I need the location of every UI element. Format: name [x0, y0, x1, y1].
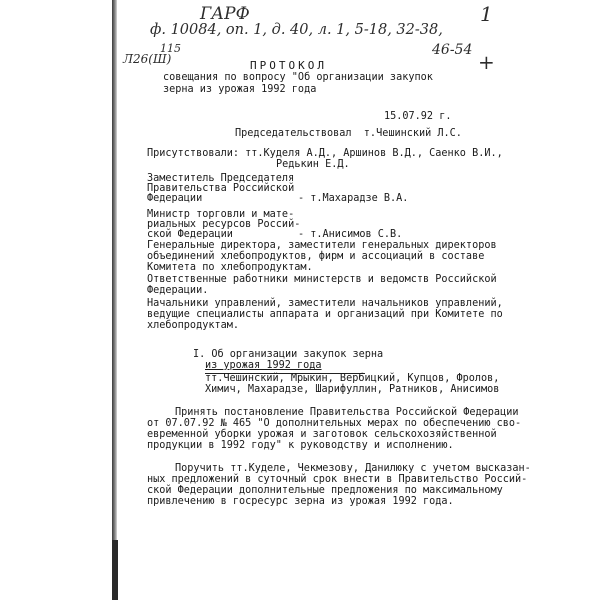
- attendees-directors-line3: Комитета по хлебопродуктам.: [147, 262, 313, 273]
- attendees-heads-line2: ведущие специалисты аппарата и организаций при Комитете по: [147, 309, 503, 320]
- official2-title-line2: риальных ресурсов Россий-: [147, 219, 301, 230]
- official2-title-line3: ской Федерации: [147, 229, 233, 240]
- decision2-line2: ных предложений в суточный срок внести в Правительство Россий-: [147, 474, 528, 485]
- decision1-line3: евременной уборки урожая и заготовок сельскохозяйственной: [147, 429, 497, 440]
- attendees-ministries-line2: Федерации.: [147, 285, 209, 296]
- decision1-line2: от 07.07.92 № 465 "О дополнительных мерах по обеспечению сво-: [147, 418, 522, 429]
- official2-title-line1: Министр торговли и мате-: [147, 209, 295, 220]
- chair-line: Председательствовал т.Чешинский Л.С.: [235, 128, 462, 139]
- agenda-speakers-line1: тт.Чешинский, Мрыкин, Вербицкий, Купцов, Фролов,: [205, 373, 500, 384]
- official1-title-line1: Заместитель Председателя: [147, 173, 295, 184]
- official1-title-line2: Правительства Российской: [147, 183, 295, 194]
- archive-note-pages: 46-54: [432, 42, 473, 58]
- present-line2: Редькин Е.Д.: [276, 159, 350, 170]
- archive-corner-mark: 1: [480, 2, 493, 26]
- present-line1: Присутствовали: тт.Куделя А.Д., Аршинов В.Д., Саенко В.И.,: [147, 148, 503, 159]
- archive-note-left: Л26(Ш): [123, 52, 172, 66]
- page-binding-edge-bottom: [112, 540, 118, 600]
- document-date: 15.07.92 г.: [384, 111, 452, 122]
- decision2-line4: привлечению в госресурс зерна из урожая 1992 года.: [147, 496, 454, 507]
- official2-name: - т.Анисимов С.В.: [298, 229, 403, 240]
- decision2-line3: ской Федерации дополнительные предложения по максимальному: [147, 485, 503, 496]
- decision1-line4: продукции в 1992 году" к руководству и исполнению.: [147, 440, 454, 451]
- agenda-speakers-line2: Химич, Махарадзе, Шарифуллин, Ратников, Анисимов: [205, 384, 500, 395]
- archive-note-garf: ГАРФ: [200, 4, 250, 24]
- agenda-item-line2: из урожая 1992 года: [205, 360, 322, 371]
- attendees-heads-line3: хлебопродуктам.: [147, 320, 240, 331]
- archive-plus-mark: +: [478, 50, 495, 74]
- attendees-directors-line1: Генеральные директора, заместители генеральных директоров: [147, 240, 497, 251]
- archive-note-reference: ф. 10084, оп. 1, д. 40, л. 1, 5-18, 32-38,: [150, 22, 443, 38]
- official1-title-line3: Федерации: [147, 193, 203, 204]
- archive-note-number: 115: [160, 42, 181, 55]
- page-binding-edge: [112, 0, 117, 600]
- decision1-line1: Принять постановление Правительства Российской Федерации: [175, 407, 519, 418]
- attendees-heads-line1: Начальники управлений, заместители начальников управлений,: [147, 298, 503, 309]
- agenda-item-line1: I. Об организации закупок зерна: [193, 349, 384, 360]
- document-subtitle-line2: зерна из урожая 1992 года: [163, 84, 317, 95]
- attendees-directors-line2: объединений хлебопродуктов, фирм и ассоциаций в составе: [147, 251, 485, 262]
- decision2-line1: Поручить тт.Куделе, Чекмезову, Данилюку с учетом высказан-: [175, 463, 531, 474]
- official1-name: - т.Махарадзе В.А.: [298, 193, 409, 204]
- document-subtitle-line1: совещания по вопросу "Об организации закупок: [163, 72, 433, 83]
- attendees-ministries-line1: Ответственные работники министерств и ведомств Российской: [147, 274, 497, 285]
- document-title: ПРОТОКОЛ: [250, 59, 327, 72]
